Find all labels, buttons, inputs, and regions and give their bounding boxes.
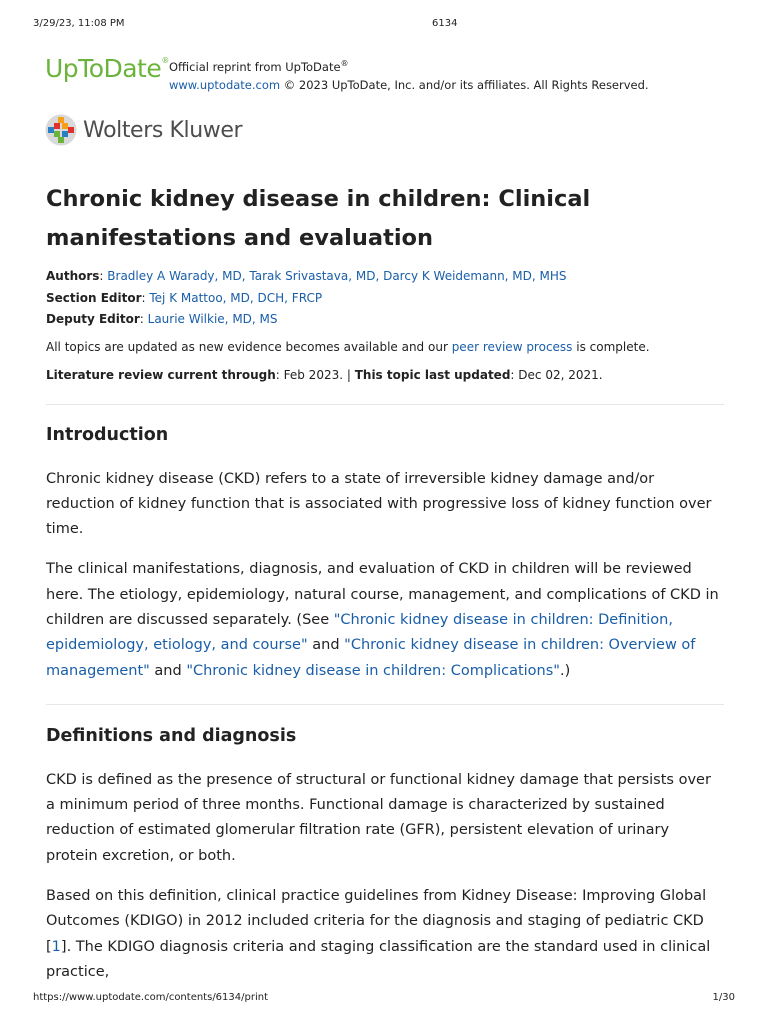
wolters-kluwer-text: Wolters Kluwer bbox=[83, 117, 243, 143]
intro-paragraph-1: Chronic kidney disease (CKD) refers to a state of irreversible kidney damage and/or reduction of kidney function that is associated with progressive loss of kidney function over time. bbox=[46, 470, 712, 538]
section-editor-link[interactable]: Tej K Mattoo, MD, DCH, FRCP bbox=[149, 290, 323, 305]
article-content bbox=[46, 180, 724, 985]
print-url: https://www.uptodate.com/contents/6134/print bbox=[33, 992, 268, 1003]
section-heading-introduction: Introduction bbox=[46, 424, 169, 445]
reprint-notice: Official reprint from UpToDate® www.uptodate.com © 2023 UpToDate, Inc. and/or its affiliates. All Rights Reserved. bbox=[169, 59, 649, 92]
wolters-kluwer-logo[interactable] bbox=[45, 113, 242, 147]
page-number: 1/30 bbox=[712, 992, 735, 1003]
print-doc-id: 6134 bbox=[432, 18, 458, 29]
definitions-paragraph-2: Based on this definition, clinical practice guidelines from Kidney Disease: Improving Global Outcomes (KDIGO) in 2012 included criteria for the diagnosis and staging of pediatric CKD [1]. The KDIGO diagnosis criteria and staging classification are the standard used in clinical practice, bbox=[46, 888, 711, 980]
article-credits bbox=[46, 266, 724, 331]
print-datetime: 3/29/23, 11:08 PM bbox=[33, 18, 125, 29]
definitions-paragraph-1: CKD is defined as the presence of structural or functional kidney damage that persists over a minimum period of three months. Functional damage is characterized by sustained reduction of estimated glomerular filtration rate (GFR), persistent elevation of urinary protein excretion, or both. bbox=[46, 771, 711, 864]
authors-row: Authors: Bradley A Warady, MD, Tarak Srivastava, MD, Darcy K Weidemann, MD, MHS bbox=[46, 269, 567, 283]
deputy-editor-link[interactable]: Laurie Wilkie, MD, MS bbox=[147, 312, 278, 326]
link-ckd-management[interactable]: "Chronic kidney disease in children: Overview of management" bbox=[46, 637, 696, 679]
wolters-kluwer-mark-icon bbox=[45, 114, 77, 146]
uptodate-site-link[interactable]: www.uptodate.com bbox=[169, 77, 281, 92]
update-note: All topics are updated as new evidence becomes available and our peer review process is complete. bbox=[46, 339, 650, 354]
link-ckd-complications[interactable]: "Chronic kidney disease in children: Complications" bbox=[186, 662, 560, 679]
section-heading-definitions: Definitions and diagnosis bbox=[46, 725, 297, 746]
reference-link[interactable]: 1 bbox=[51, 938, 61, 955]
review-dates: Literature review current through: Feb 2023. | This topic last updated: Dec 02, 2021. bbox=[46, 367, 603, 382]
section-editor-row: Section Editor: Tej K Mattoo, MD, DCH, FRCP bbox=[46, 290, 323, 305]
copyright-text: © 2023 UpToDate, Inc. and/or its affiliates. All Rights Reserved. bbox=[280, 77, 649, 92]
deputy-editor-row: Deputy Editor: Laurie Wilkie, MD, MS bbox=[46, 312, 278, 326]
authors-link[interactable]: Bradley A Warady, MD, Tarak Srivastava, MD, Darcy K Weidemann, MD, MHS bbox=[107, 269, 567, 283]
peer-review-link[interactable]: peer review process bbox=[451, 339, 573, 354]
link-ckd-definition[interactable]: "Chronic kidney disease in children: Definition, epidemiology, etiology, and course" bbox=[46, 611, 673, 654]
uptodate-logo-text: UpToDate® bbox=[45, 54, 169, 83]
intro-paragraph-2: The clinical manifestations, diagnosis, and evaluation of CKD in children will be reviewed here. The etiology, epidemiology, natural course, management, and complications of CKD in children are discussed separately. (See "Chronic kidney disease in children: Definition, epidemiology, etiology, and course" and "Chronic kidney disease in children: Overview of management" and "Chronic kidney disease in children: Complications".) bbox=[46, 561, 719, 679]
divider bbox=[46, 404, 724, 405]
divider bbox=[46, 704, 724, 705]
uptodate-logo[interactable] bbox=[45, 54, 169, 83]
article-title: Chronic kidney disease in children: Clinical manifestations and evaluation bbox=[46, 186, 591, 251]
